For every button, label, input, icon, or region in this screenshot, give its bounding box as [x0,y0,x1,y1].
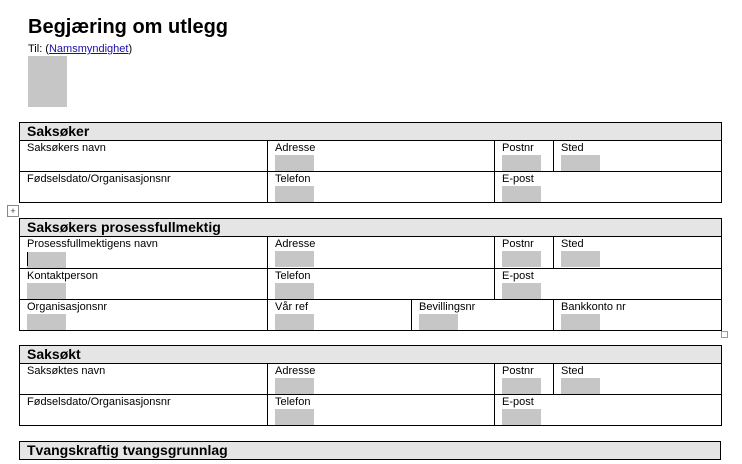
prosess-contact-cell [20,269,268,300]
address-field[interactable] [275,155,314,171]
saksoker-address-cell [268,141,495,172]
postnr-field[interactable] [502,155,541,171]
recipient-line [28,43,132,55]
field-label: Postnr [502,142,534,154]
contact-field[interactable] [27,283,66,299]
section-heading: Tvangskraftig tvangsgrunnlag [20,442,721,460]
saksokt-name-cell [20,364,268,395]
move-icon[interactable]: + [7,205,19,217]
phone-field[interactable] [275,409,314,425]
prosess-sted-cell [554,237,722,269]
saksokt-phone-cell [268,395,495,426]
field-label: E-post [502,270,534,282]
prosess-ref-cell [268,300,412,331]
saksokt-sted-cell [554,364,722,395]
field-label: Telefon [275,396,311,408]
field-label: Bankkonto nr [561,301,626,313]
logo-placeholder-field[interactable] [28,56,67,107]
email-field[interactable] [502,186,541,202]
saksokt-address-cell [268,364,495,395]
field-label: Fødselsdato/Organisasjonsnr [27,173,171,185]
address-field[interactable] [275,251,314,267]
field-label: Kontaktperson [27,270,98,282]
field-label: Adresse [275,365,316,377]
prosess-name-cell [20,237,268,269]
saksokt-postnr-cell [495,364,554,395]
prosessfullmektig-table [19,218,722,331]
field-label: Sted [561,142,584,154]
document-title: Begjæring om utlegg [28,16,228,38]
field-label: Sted [561,365,584,377]
bank-field[interactable] [561,314,600,330]
saksoker-sted-cell [554,141,722,172]
prosess-orgnr-cell [20,300,268,331]
recipient-suffix: ) [128,43,133,55]
saksoker-email-cell [495,172,722,203]
sted-field[interactable] [561,378,600,394]
name-field[interactable] [27,252,66,268]
orgnr-field[interactable] [27,314,66,330]
section-heading: Saksøker [20,123,722,141]
postnr-field[interactable] [502,378,541,394]
postnr-field[interactable] [502,251,541,267]
saksoker-postnr-cell [495,141,554,172]
field-label: Bevillingsnr [419,301,476,313]
field-label: E-post [502,173,534,185]
field-label: Postnr [502,238,534,250]
field-label: Prosessfullmektigens navn [27,238,158,250]
saksokt-table [19,345,722,426]
email-field[interactable] [502,409,541,425]
sted-field[interactable] [561,155,600,171]
prosess-bank-cell [554,300,722,331]
field-label: Vår ref [275,301,309,313]
field-label: Adresse [275,142,316,154]
namsmyndighet-link[interactable]: Namsmyndighet [48,43,129,55]
saksokt-email-cell [495,395,722,426]
field-label: Sted [561,238,584,250]
field-label: Telefon [275,173,311,185]
field-label: Adresse [275,238,316,250]
field-label: Saksøkers navn [27,142,106,154]
recipient-prefix: Til: ( [28,43,49,55]
saksoker-phone-cell [268,172,495,203]
prosess-bevilling-cell [412,300,554,331]
section-heading: Saksøkt [20,346,722,364]
saksokt-id-cell [20,395,268,426]
ref-field[interactable] [275,314,314,330]
saksoker-name-cell [20,141,268,172]
saksoker-id-cell [20,172,268,203]
sted-field[interactable] [561,251,600,267]
text-caret [27,252,28,266]
tvangsgrunnlag-table [19,441,721,460]
phone-field[interactable] [275,283,314,299]
address-field[interactable] [275,378,314,394]
table-resize-handle[interactable] [721,331,728,338]
prosess-email-cell [495,269,722,300]
field-label: Organisasjonsnr [27,301,108,313]
saksoker-table [19,122,722,203]
field-label: Saksøktes navn [27,365,106,377]
field-label: Telefon [275,270,311,282]
field-label: Fødselsdato/Organisasjonsnr [27,396,171,408]
prosess-phone-cell [268,269,495,300]
prosess-address-cell [268,237,495,269]
field-label: Postnr [502,365,534,377]
phone-field[interactable] [275,186,314,202]
bevilling-field[interactable] [419,314,458,330]
email-field[interactable] [502,283,541,299]
section-heading: Saksøkers prosessfullmektig [20,219,722,237]
prosess-postnr-cell [495,237,554,269]
field-label: E-post [502,396,534,408]
